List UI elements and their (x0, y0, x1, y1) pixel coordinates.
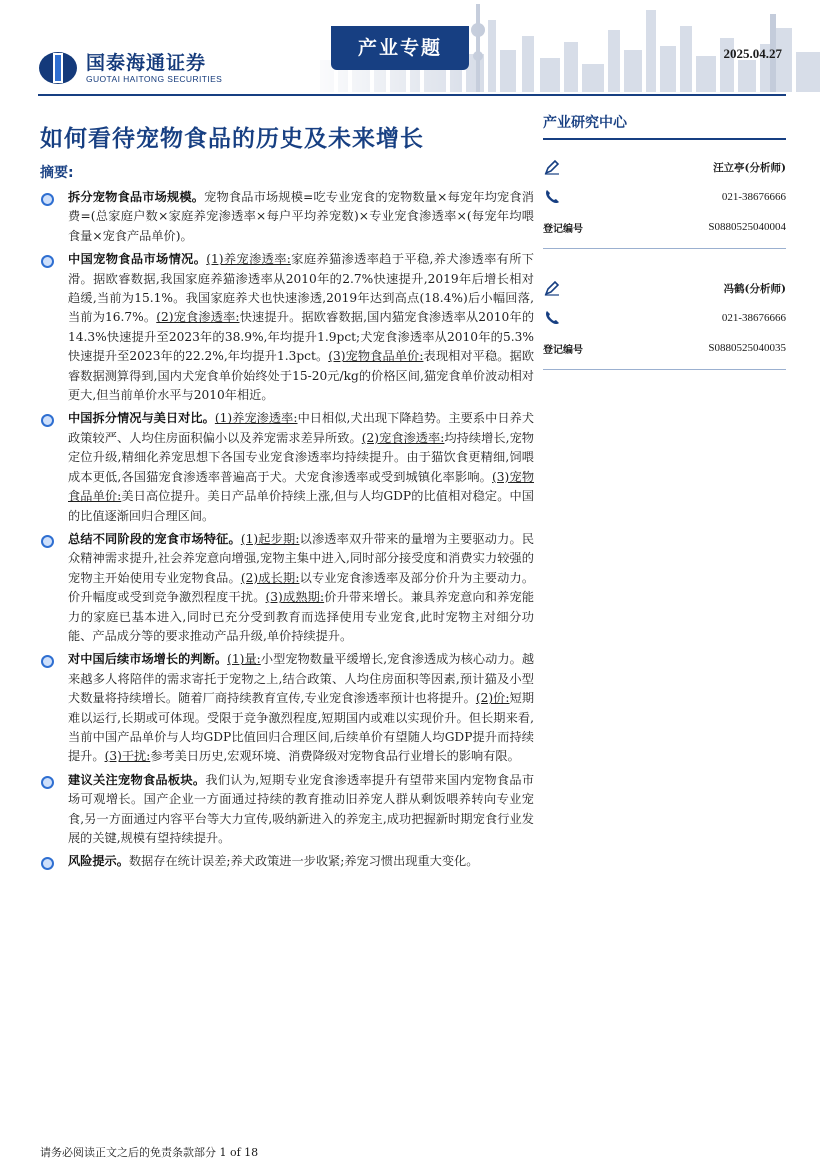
summary-bullet (40, 650, 534, 766)
bullet-subheading: (1)养宠渗透率: (214, 411, 298, 426)
page-footer: 请务必阅读正文之后的免责条款部分 1 of 18 (40, 1146, 259, 1159)
bullet-subheading: (3)成熟期: (265, 590, 325, 605)
logo-mark-icon (38, 51, 78, 85)
bullet-text: 家庭养猫渗透率趋于平稳,养犬渗透率有所下滑。据欧睿数据,我国家庭养猫渗透率从2010年的2.7%快速提升,2019年后增长相对趋缓,当前为15.1%。我国家庭养犬也快速渗透,2019年达到高点(18.4%)后小幅回落,当前为16.7%。 (68, 252, 534, 325)
summary-bullet (40, 188, 534, 246)
bullet-text: 美日高位提升。美日产品单价持续上涨,但与人均GDP的比值相对稳定。中国的比值逐渐回归合理区间。 (68, 489, 534, 523)
analyst-divider (543, 369, 786, 370)
bullet-text: 我们认为,短期专业宠食渗透率提升有望带来国内宠物食品市场可观增长。国产企业一方面通过持续的教育推动旧养宠人群从剩饭喂养转向专业宠食,另一方面通过内容平台等大力宣传,吸纳新进入的养宠主,成功把握新时期宠食行业发展的关键,规模有望持续提升。 (68, 772, 535, 845)
pen-icon (543, 158, 561, 176)
page-header (0, 0, 826, 100)
bullet-text: 价升带来增长。兼具养宠意向和养宠能力的家庭已基本进入,同时已充分受到教育而选择使用专业宠食,此时宠物主对细分功能、产品成分等的要求推动产品升级,单价持续提升。 (68, 590, 535, 643)
header-divider (38, 94, 786, 96)
bullet-text: 小型宠物数量平缓增长,宠食渗透成为核心动力。越来越多人将陪伴的需求寄托于宠物之上,结合政策、人均住房面积等因素,预计猫及小型犬数量将持续增长。随着厂商持续教育宣传,专业宠食渗透率预计也将提升。 (68, 652, 535, 706)
bullet-subheading: (1)量: (227, 652, 261, 667)
bullet-text: 中日相似,犬出现下降趋势。主要系中日养犬政策较严、人均住房面积偏小以及养宠需求差异所致。 (68, 411, 535, 445)
registration-number: S0880525040035 (708, 342, 786, 354)
bullet-lead: 风险提示。 (68, 854, 129, 869)
bullet-lead: 建议关注宠物食品板块。 (68, 772, 206, 787)
summary-bullet (40, 409, 534, 525)
registration-number: S0880525040004 (708, 221, 786, 233)
analyst-divider (543, 248, 786, 249)
bullet-subheading: (2)成长期: (240, 570, 300, 585)
company-logo (38, 48, 222, 88)
summary-bullet (40, 250, 534, 405)
bullet-subheading: (3)干扰: (104, 749, 151, 764)
research-center-heading: 产业研究中心 (543, 112, 786, 140)
bullet-lead: 总结不同阶段的宠食市场特征。 (68, 531, 241, 546)
bullet-lead: 拆分宠物食品市场规模。 (68, 190, 205, 204)
report-title: 如何看待宠物食品的历史及未来增长 (40, 126, 424, 152)
phone-icon (543, 188, 561, 206)
bullet-subheading: (2)价: (475, 691, 510, 706)
bullet-text: 以专业宠食渗透率及部分价升为主要动力。价升幅度或受到竞争激烈程度干扰。 (68, 570, 535, 605)
summary-list (40, 188, 534, 876)
registration-label: 登记编号 (543, 223, 583, 235)
bullet-subheading: (1)起步期: (240, 531, 300, 546)
summary-bullet (40, 852, 534, 871)
summary-bullet (40, 771, 534, 849)
logo-english-name: GUOTAI HAITONG SECURITIES (86, 74, 223, 84)
bullet-lead: 中国宠物食品市场情况。 (68, 252, 207, 267)
report-date: 2025.04.27 (723, 46, 782, 61)
registration-label: 登记编号 (543, 344, 583, 356)
analyst-name: 冯鹤(分析师) (723, 282, 786, 295)
analyst-phone: 021-38676666 (721, 191, 786, 203)
pen-icon (543, 279, 561, 297)
bullet-subheading: (2)宠食渗透率: (156, 310, 240, 325)
summary-heading: 摘要: (40, 165, 74, 181)
bullet-text: 宠物食品市场规模=吃专业宠食的宠物数量×每宠年均宠食消费=(总家庭户数×家庭养宠渗透率×每户平均养宠数)×专业宠食渗透率×(每宠年均喂食量×宠食产品单价)。 (68, 190, 534, 243)
bullet-lead: 中国拆分情况与美日对比。 (68, 411, 215, 426)
analyst-name: 汪立亭(分析师) (713, 161, 786, 174)
bullet-text: 表现相对平稳。据欧睿数据测算得到,国内犬宠食单价始终处于15-20元/kg的价格区间,猫宠食单价波动相对更大,但当前单价水平与2010年相近。 (68, 349, 535, 403)
report-type-tag: 产业专题 (331, 26, 469, 70)
bullet-text: 短期难以运行,长期或可体现。受限于竞争激烈程度,短期国内或难以实现价升。但长期来看,当前中国产品单价与人均GDP比值回归合理区间,后续单价有望随人均GDP提升而持续提升。 (68, 691, 535, 764)
bullet-subheading: (3)宠物食品单价: (328, 349, 424, 364)
bullet-text: 均持续增长,宠物定位升级,精细化养宠思想下各国专业宠食渗透率均持续提升。由于猫饮食更精细,饲喂成本更低,各国猫宠食渗透率普遍高于犬。犬宠食渗透率或受到城镇化率影响。 (68, 430, 534, 484)
analyst-block (543, 273, 786, 370)
bullet-subheading: (2)宠食渗透率: (361, 430, 445, 445)
analyst-block (543, 152, 786, 249)
phone-icon (543, 309, 561, 327)
bullet-text: 快速提升。据欧睿数据,国内猫宠食渗透率从2010年的14.3%快速提升至2023年的38.9%,年均提升1.9pct;犬宠食渗透率从2010年的5.3%快速提升至2023年的22.2%,年均提升1.3pct。 (68, 310, 535, 364)
summary-bullet (40, 530, 534, 646)
logo-chinese-name: 国泰海通证券 (86, 52, 207, 74)
bullet-lead: 对中国后续市场增长的判断。 (68, 652, 228, 667)
bullet-text: 数据存在统计误差;养犬政策进一步收紧;养宠习惯出现重大变化。 (128, 854, 479, 869)
bullet-text: 参考美日历史,宏观环境、消费降级对宠物食品行业增长的影响有限。 (150, 749, 520, 764)
analyst-sidebar (543, 112, 786, 370)
bullet-subheading: (1)养宠渗透率: (206, 252, 291, 267)
analyst-phone: 021-38676666 (721, 312, 786, 324)
bullet-text: 以渗透率双升带来的量增为主要驱动力。民众精神需求提升,社会养宠意向增强,宠物主集中进入,同时部分接受度和消费实力较强的宠物主开始使用专业宠物食品。 (68, 531, 535, 585)
bullet-subheading: (3)宠物食品单价: (68, 469, 535, 504)
